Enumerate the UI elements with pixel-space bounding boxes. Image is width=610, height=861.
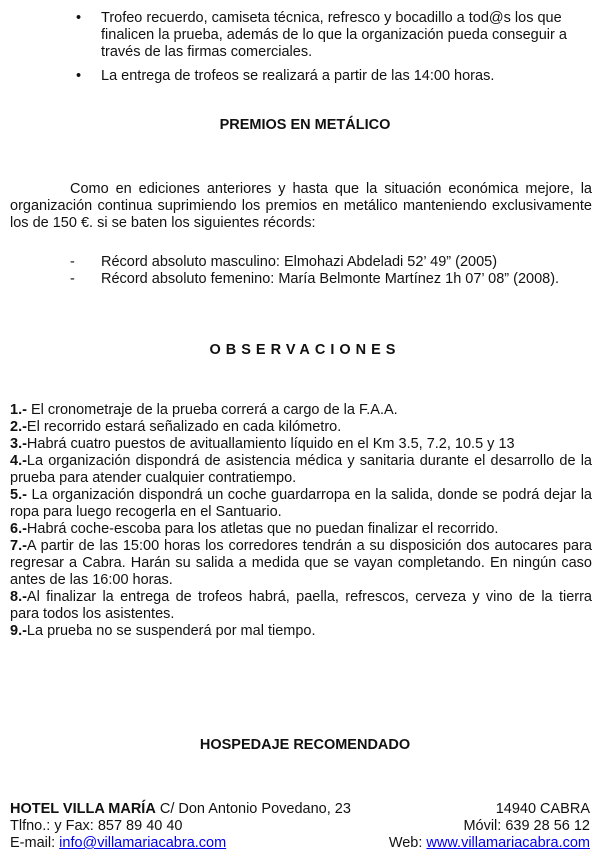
observation-text: La organización dispondrá un coche guardarropa en la salida, donde se podrá dejar la ropa para luego recogerla en el Santuario. (10, 487, 592, 520)
observation-item (10, 521, 592, 538)
bullet-mark: • (76, 68, 82, 84)
hotel-row-contact (10, 835, 590, 852)
observation-number: 5.- (10, 487, 27, 503)
email-label: E-mail: (10, 835, 60, 851)
observation-text: El recorrido estará señalizado en cada kilómetro. (26, 419, 342, 435)
bullet-text: La entrega de trofeos se realizará a partir de las 14:00 horas. (101, 68, 495, 84)
hotel-address: C/ Don Antonio Povedano, 23 (155, 801, 351, 817)
observation-text: La prueba no se suspenderá por mal tiempo. (26, 623, 316, 639)
observation-number: 1.- (10, 402, 27, 418)
observation-item (10, 589, 592, 623)
hotel-info (10, 801, 590, 852)
record-text: Récord absoluto femenino: María Belmonte Martínez 1h 07’ 08” (2008). (101, 271, 560, 287)
email-link[interactable]: info@villamariacabra.com (59, 835, 227, 851)
observation-number: 3.- (10, 436, 27, 452)
observaciones-heading: OBSERVACIONES (209, 342, 401, 358)
records-list (0, 254, 610, 288)
hotel-phone-fax: Tlfno.: y Fax: 857 89 40 40 (10, 818, 183, 834)
observation-item (10, 419, 592, 436)
observation-text: Habrá cuatro puestos de avituallamiento líquido en el Km 3.5, 7.2, 10.5 y 13 (26, 436, 515, 452)
observation-item (10, 436, 592, 453)
observation-text: Al finalizar la entrega de trofeos habrá, paella, refrescos, cerveza y vino de la tierra para todos los asistentes. (10, 589, 592, 622)
hotel-web-line (389, 835, 590, 852)
hotel-email-line (10, 835, 226, 852)
observation-text: El cronometraje de la prueba correrá a cargo de la F.A.A. (26, 402, 398, 418)
hotel-name: HOTEL VILLA MARÍA (10, 801, 156, 817)
observation-item (10, 538, 592, 589)
observation-number: 4.- (10, 453, 27, 469)
premios-heading: PREMIOS EN METÁLICO (219, 117, 391, 133)
observation-text: Habrá coche-escoba para los atletas que no puedan finalizar el recorrido. (26, 521, 499, 537)
observation-number: 8.- (10, 589, 27, 605)
hotel-row-phone (10, 818, 590, 835)
record-item (0, 254, 610, 271)
web-label: Web: (388, 835, 427, 851)
prize-bullet-list (0, 10, 610, 92)
observation-item (10, 453, 592, 487)
hotel-address-line (10, 801, 351, 818)
hotel-row-address (10, 801, 590, 818)
observation-text: A partir de las 15:00 horas los corredores tendrán a su disposición dos autocares para regresar a Cabra. Harán su salida a medida que se vayan completando. En ningún caso antes de las 16:00 horas. (10, 538, 592, 588)
observation-number: 2.- (10, 419, 27, 435)
observation-item (10, 487, 592, 521)
dash-mark: - (70, 271, 75, 287)
record-item (0, 271, 610, 288)
bullet-item (0, 10, 610, 61)
bullet-mark: • (76, 10, 82, 26)
hospedaje-heading: HOSPEDAJE RECOMENDADO (199, 737, 411, 753)
premios-paragraph: Como en ediciones anteriores y hasta que la situación económica mejore, la organización continua suprimiendo los premios en metálico manteniendo exclusivamente los de 150 €. si se baten los siguientes récords: (10, 181, 592, 231)
observation-item (10, 402, 592, 419)
observation-item (10, 623, 592, 640)
dash-mark: - (70, 254, 75, 270)
observation-text: La organización dispondrá de asistencia médica y sanitaria durante el desarrollo de la prueba para atender cualquier contratiempo. (10, 453, 592, 486)
observation-number: 9.- (10, 623, 27, 639)
bullet-text: Trofeo recuerdo, camiseta técnica, refresco y bocadillo a tod@s los que finalicen la prueba, además de lo que la organización pueda conseguir a través de las firmas comerciales. (101, 10, 567, 60)
hotel-mobile: Móvil: 639 28 56 12 (463, 818, 590, 834)
record-text: Récord absoluto masculino: Elmohazi Abdeladi 52’ 49” (2005) (101, 254, 498, 270)
observation-number: 6.- (10, 521, 27, 537)
web-link[interactable]: www.villamariacabra.com (426, 835, 590, 851)
observaciones-list (10, 402, 592, 640)
observation-number: 7.- (10, 538, 27, 554)
bullet-item (0, 68, 610, 85)
hotel-postal-city: 14940 CABRA (495, 801, 590, 817)
